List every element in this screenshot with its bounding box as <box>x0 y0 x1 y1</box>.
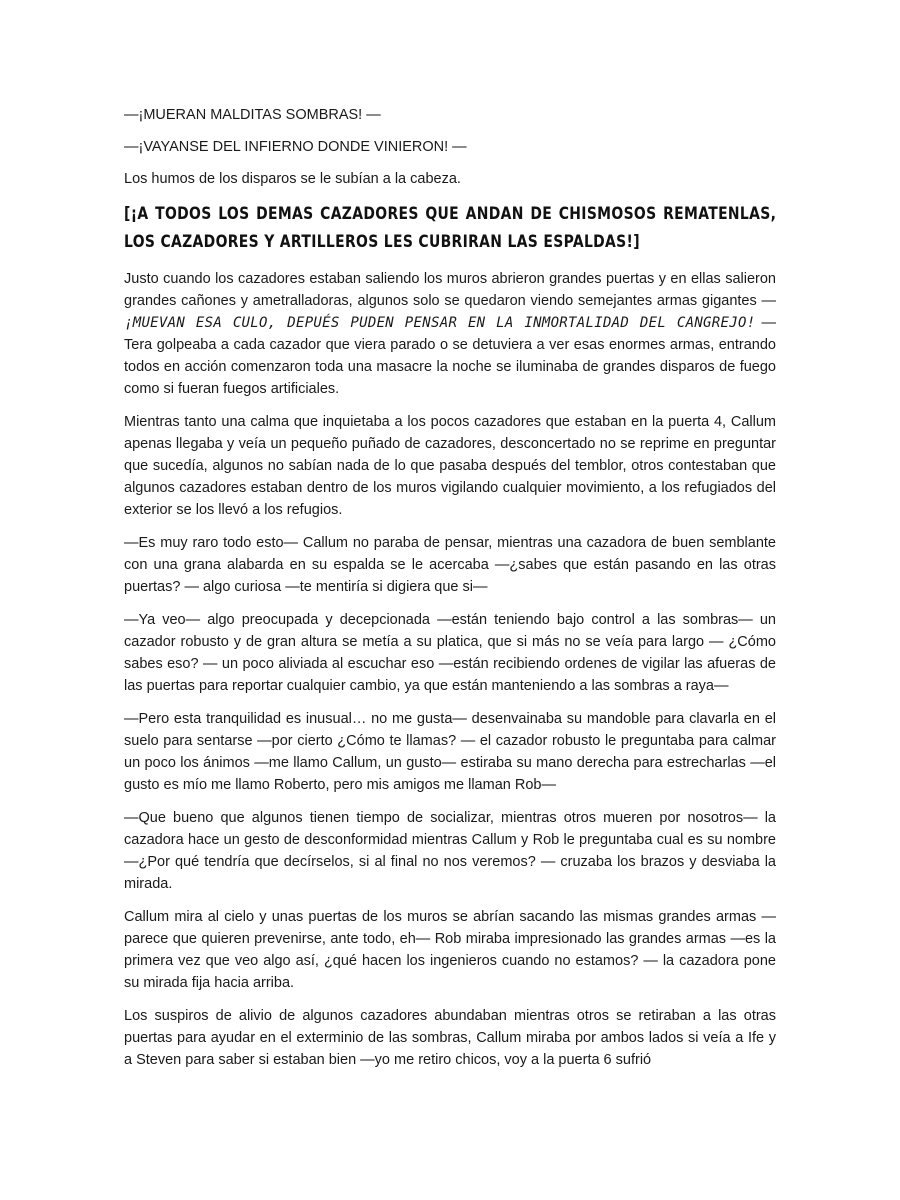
paragraph-final: Los suspiros de alivio de algunos cazadores abundaban mientras otros se retiraban a las otras puertas para ayudar en el exterminio de las sombras, Callum miraba por ambos lados si veía a Ife y a Steven para saber si estaban bien —yo me retiro chicos, voy a la puerta 6 sufrió <box>124 1008 776 1068</box>
paragraph-shout-1: —¡MUERAN MALDITAS SOMBRAS! — <box>124 107 381 123</box>
paragraph-cannons-text-a: Justo cuando los cazadores estaban saliendo los muros abrieron grandes puertas y en ellas salieron grandes cañones y ametralladoras, algunos solo se quedaron viendo semejantes armas gigantes — <box>124 271 776 309</box>
paragraph-gate-four: Mientras tanto una calma que inquietaba a los pocos cazadores que estaban en la puerta 4, Callum apenas llegaba y veía un pequeño puñado de cazadores, desconcertado no se reprime en preguntar que sucedía, algunos no sabían nada de lo que pasaba después del temblor, otros contestaban que algunos cazadores estaban dentro de los muros vigilando cualquier movimiento, a los refugiados del exterior se los llevó a los refugios. <box>124 414 776 518</box>
paragraph-dialogue-4: —Que bueno que algunos tienen tiempo de socializar, mientras otros mueren por nosotros— la cazadora hace un gesto de desconformidad mientras Callum y Rob le preguntaba cual es su nombre —¿Por qué tendría que decírselos, si al final no nos veremos? — cruzaba los brazos y desviaba la mirada. <box>124 810 776 892</box>
paragraph-dialogue-3: —Pero esta tranquilidad es inusual… no me gusta— desenvainaba su mandoble para clavarla en el suelo para sentarse —por cierto ¿Cómo te llamas? — el cazador robusto le preguntaba para calmar un poco los ánimos —me llamo Callum, un gusto— estiraba su mano derecha para estrecharlas —el gusto es mío me llamo Roberto, pero mis amigos me llaman Rob— <box>124 711 776 793</box>
paragraph-order-heading: [¡A TODOS LOS DEMAS CAZADORES QUE ANDAN DE CHISMOSOS REMATENLAS, LOS CAZADORES Y ARTILLEROS LES CUBRIRAN LAS ESPALDAS!] <box>124 204 777 252</box>
paragraph-cannons <box>124 268 776 400</box>
paragraph-cannons-shout: ¡MUEVAN ESA CULO, DEPUÉS PUDEN PENSAR EN LA INMORTALIDAD DEL CANGREJO! <box>124 315 756 331</box>
paragraph-dialogue-1: —Es muy raro todo esto— Callum no paraba de pensar, mientras una cazadora de buen semblante con una grana alabarda en su espalda se le acercaba —¿sabes que están pasando en las otras puertas? — algo curiosa —te mentiría si digiera que si— <box>124 535 776 595</box>
paragraph-shout-2: —¡VAYANSE DEL INFIERNO DONDE VINIERON! — <box>124 139 467 155</box>
document-page <box>124 104 776 1082</box>
paragraph-dialogue-2: —Ya veo— algo preocupada y decepcionada —están teniendo bajo control a las sombras— un cazador robusto y de gran altura se metía a su platica, que si más no se veía para largo — ¿Cómo sabes eso? — un poco aliviada al escuchar eso —están recibiendo ordenes de vigilar las afueras de las puertas para reportar cualquier cambio, ya que están manteniendo a las sombras a raya— <box>124 612 776 694</box>
paragraph-cannons-text-c: — Tera golpeaba a cada cazador que viera parado o se detuviera a ver esas enormes armas, entrando todos en acción comenzaron toda una masacre la noche se iluminaba de grandes disparos de fuego como si fueran fuegos artificiales. <box>124 315 776 397</box>
paragraph-narration-smoke: Los humos de los disparos se le subían a la cabeza. <box>124 171 461 187</box>
paragraph-dialogue-5: Callum mira al cielo y unas puertas de los muros se abrían sacando las mismas grandes armas —parece que quieren prevenirse, ante todo, eh— Rob miraba impresionado las grandes armas —es la primera vez que veo algo así, ¿qué hacen los ingenieros cuando no estamos? — la cazadora pone su mirada fija hacia arriba. <box>124 909 776 991</box>
